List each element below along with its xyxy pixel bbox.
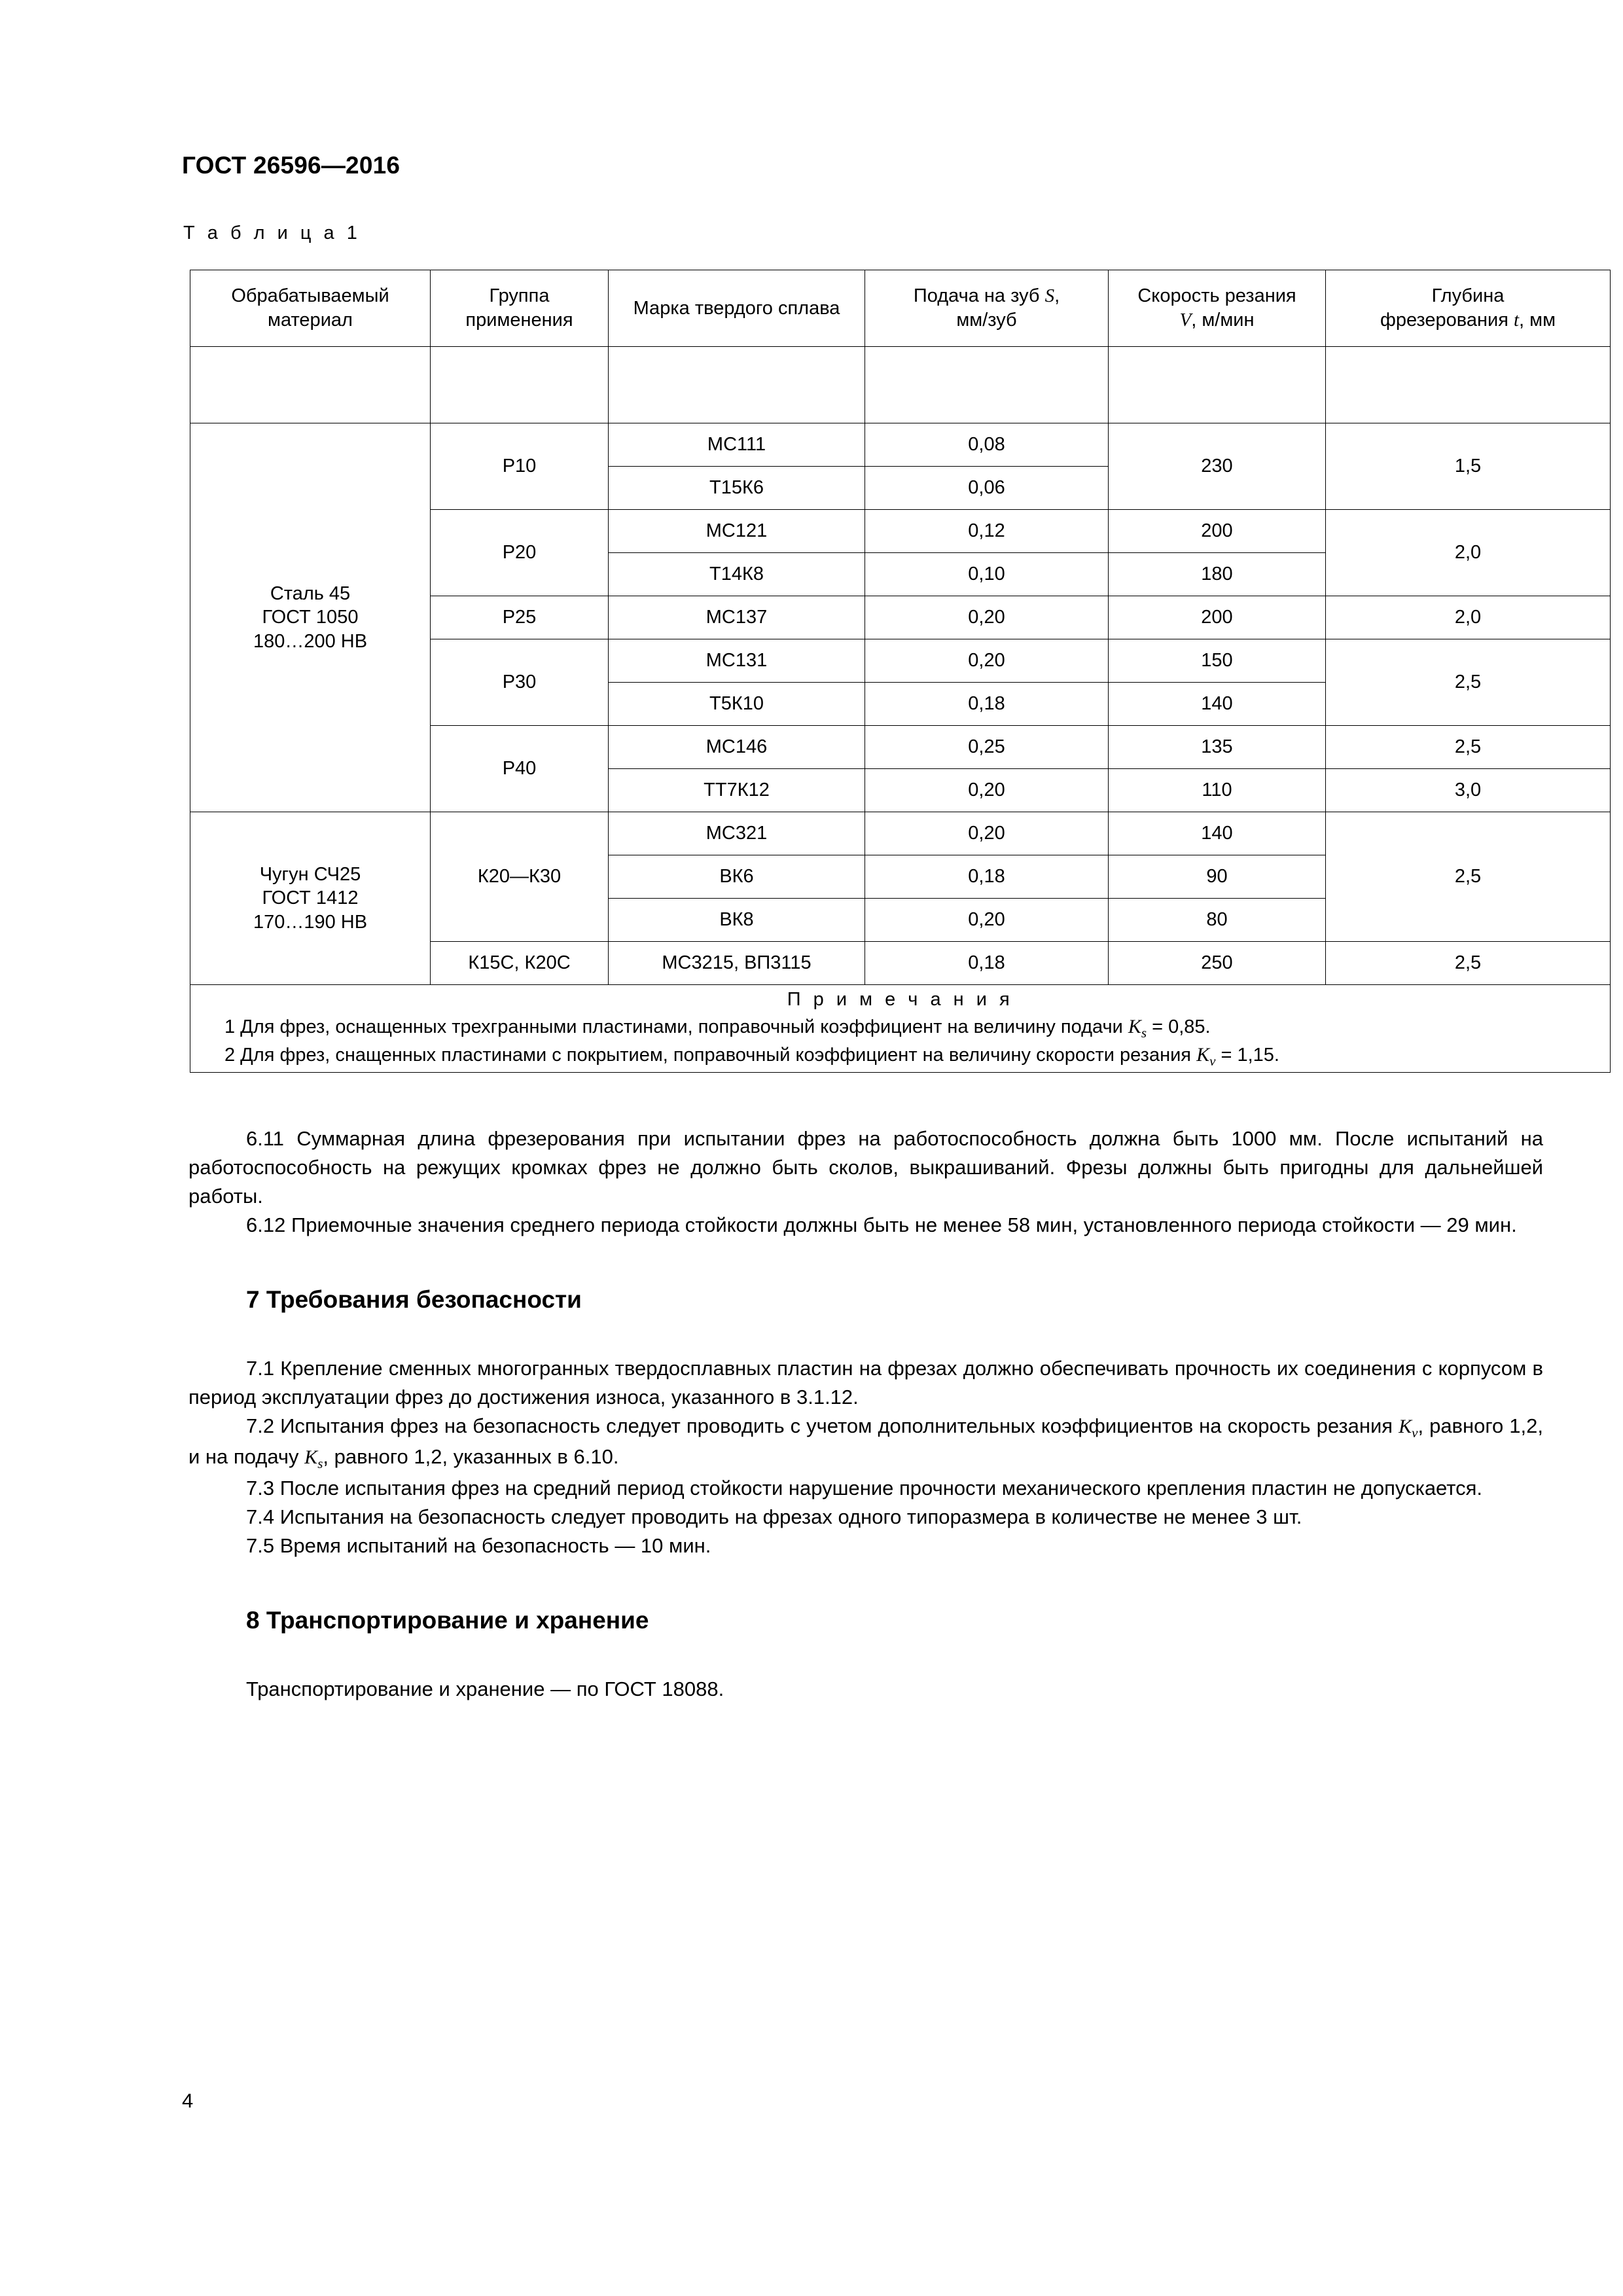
header-speed	[1109, 270, 1326, 347]
header-depth-line2: фрезерования	[1380, 310, 1508, 331]
paragraph-7-4: 7.4 Испытания на безопасность следует проводить на фрезах одного типоразмера в количестве не менее 3 шт.	[246, 1505, 1302, 1529]
header-speed-line2: , м/мин	[1191, 310, 1255, 331]
header-speed-line1: Скорость резания	[1137, 285, 1296, 307]
cell-group: Р10	[431, 423, 609, 510]
section-7-heading: 7 Требования безопасности	[246, 1286, 582, 1314]
rule-cell	[431, 347, 609, 423]
header-feed-symbol: S	[1044, 285, 1055, 307]
p72-k2: K	[304, 1446, 318, 1469]
cell-alloy: МС111	[609, 423, 865, 467]
rule-cell	[865, 347, 1109, 423]
cell-group: Р40	[431, 726, 609, 812]
note-text: 1 Для фрез, оснащенных трехгранными пластинами, поправочный коэффициент на величину подачи	[224, 1016, 1128, 1037]
paragraph-8-1: Транспортирование и хранение — по ГОСТ 18088.	[246, 1677, 724, 1700]
paragraph-7-2	[188, 1412, 1543, 1475]
header-feed-line1: Подача на зуб	[913, 285, 1040, 307]
running-head: ГОСТ 26596—2016	[182, 152, 401, 179]
cell-speed: 250	[1109, 942, 1326, 985]
table-header-row	[190, 270, 1611, 347]
paragraph-7-3: 7.3 После испытания фрез на средний период стойкости нарушение прочности механического крепления пластин не допускается.	[246, 1477, 1483, 1500]
section-8-heading: 8 Транспортирование и хранение	[246, 1607, 649, 1634]
note-formula-subscript: v	[1209, 1052, 1216, 1069]
p72-symbol-kv	[1399, 1415, 1418, 1441]
cell-feed: 0,20	[865, 596, 1109, 639]
cell-depth: 2,5	[1326, 639, 1611, 726]
header-feed	[865, 270, 1109, 347]
cell-alloy: ВК8	[609, 899, 865, 942]
spacer	[188, 1638, 1543, 1675]
cell-material	[190, 423, 431, 812]
paragraph-7-5: 7.5 Время испытаний на безопасность — 10 мин.	[246, 1534, 711, 1558]
cell-group: Р25	[431, 596, 609, 639]
spacer	[188, 1318, 1543, 1354]
cell-group: Р20	[431, 510, 609, 596]
paragraph-6-12: 6.12 Приемочные значения среднего периода стойкости должны быть не менее 58 мин, установленного периода стойкости — 29 мин.	[246, 1213, 1517, 1237]
page-number: 4	[182, 2089, 194, 2112]
cell-feed: 0,12	[865, 510, 1109, 553]
cell-speed: 80	[1109, 899, 1326, 942]
table-caption: Т а б л и ц а 1	[183, 223, 361, 243]
p72-part-c: , равного 1,2, указанных в 6.10.	[323, 1445, 619, 1469]
table-row	[190, 812, 1611, 855]
cell-speed: 110	[1109, 769, 1326, 812]
cell-depth: 1,5	[1326, 423, 1611, 510]
cell-speed: 150	[1109, 639, 1326, 683]
cell-speed: 200	[1109, 596, 1326, 639]
cell-alloy: ТТ7К12	[609, 769, 865, 812]
header-depth-tail: , мм	[1519, 310, 1556, 331]
cell-speed: 140	[1109, 683, 1326, 726]
table-row	[190, 423, 1611, 467]
cell-alloy: Т14К8	[609, 553, 865, 596]
table-header	[190, 270, 1611, 423]
cell-speed: 180	[1109, 553, 1326, 596]
paragraph-7-1: 7.1 Крепление сменных многогранных твердосплавных пластин на фрезах должно обеспечивать прочность их соединения с корпусом в период эксплуатации фрез до достижения износа, указанного в 3.1.12.	[188, 1356, 1543, 1408]
rule-cell	[1109, 347, 1326, 423]
body-text	[188, 1124, 1543, 1704]
note-item	[194, 1043, 1606, 1069]
p72-part-a: 7.2 Испытания фрез на безопасность следует проводить с учетом дополнительных коэффициентов на скорость резания	[246, 1414, 1399, 1437]
p72-part-b: , равного 1,2, и на подачу	[188, 1414, 1543, 1469]
p72-k1: K	[1399, 1415, 1412, 1437]
table-1	[190, 270, 1611, 1073]
header-feed-comma: ,	[1054, 285, 1060, 307]
p72-symbol-ks	[304, 1446, 323, 1472]
table-notes-row	[190, 985, 1611, 1073]
cell-speed: 135	[1109, 726, 1326, 769]
header-depth	[1326, 270, 1611, 347]
cell-alloy: Т5К10	[609, 683, 865, 726]
cell-feed: 0,06	[865, 467, 1109, 510]
cell-depth: 2,0	[1326, 596, 1611, 639]
cell-alloy: Т15К6	[609, 467, 865, 510]
material-line: 180…200 HB	[253, 630, 368, 652]
cell-feed: 0,10	[865, 553, 1109, 596]
header-depth-line1: Глубина	[1431, 285, 1505, 307]
cell-feed: 0,08	[865, 423, 1109, 467]
material-line: Чугун СЧ25	[259, 863, 361, 885]
cell-feed: 0,18	[865, 683, 1109, 726]
header-speed-symbol: V	[1179, 310, 1192, 331]
header-feed-line2: мм/зуб	[956, 310, 1017, 331]
cell-depth: 2,5	[1326, 726, 1611, 769]
table-body	[190, 423, 1611, 1073]
cell-feed: 0,20	[865, 769, 1109, 812]
note-text: 2 Для фрез, снащенных пластинами с покрытием, поправочный коэффициент на величину скорости резания	[224, 1044, 1197, 1066]
cell-group: Р30	[431, 639, 609, 726]
cell-feed: 0,25	[865, 726, 1109, 769]
cell-alloy: МС146	[609, 726, 865, 769]
note-formula-letter: K	[1128, 1015, 1141, 1037]
note-formula-symbol	[1196, 1043, 1216, 1069]
cell-speed: 140	[1109, 812, 1326, 855]
cell-depth: 3,0	[1326, 769, 1611, 812]
material-line: Сталь 45	[270, 583, 351, 604]
cell-alloy: МС321	[609, 812, 865, 855]
note-formula-symbol	[1128, 1015, 1147, 1041]
cell-alloy: МС131	[609, 639, 865, 683]
cell-group: К15С, К20С	[431, 942, 609, 985]
table-notes	[190, 985, 1611, 1073]
paragraph-6-11: 6.11 Суммарная длина фрезерования при испытании фрез на работоспособность должна быть 1000 мм. После испытаний на работоспособность на режущих кромках фрез не должно быть сколов, выкрашиваний. Фрезы должны быть пригодны для дальнейшей работы.	[188, 1127, 1543, 1208]
table-header-rule	[190, 347, 1611, 423]
spacer	[188, 1560, 1543, 1604]
cell-depth: 2,5	[1326, 942, 1611, 985]
p72-sub1: v	[1412, 1424, 1418, 1441]
cell-speed: 200	[1109, 510, 1326, 553]
header-depth-symbol: t	[1513, 310, 1520, 331]
cell-feed: 0,20	[865, 812, 1109, 855]
note-formula-letter: K	[1196, 1043, 1210, 1066]
cell-alloy: МС3215, ВП3115	[609, 942, 865, 985]
cell-alloy: МС137	[609, 596, 865, 639]
header-group: Группа применения	[431, 270, 609, 347]
note-formula-subscript: s	[1141, 1024, 1147, 1041]
notes-title: П р и м е ч а н и я	[787, 989, 1014, 1010]
cell-speed: 90	[1109, 855, 1326, 899]
p72-sub2: s	[317, 1456, 323, 1472]
cell-depth: 2,0	[1326, 510, 1611, 596]
cell-depth: 2,5	[1326, 812, 1611, 942]
cell-speed: 230	[1109, 423, 1326, 510]
rule-cell	[1326, 347, 1611, 423]
cell-feed: 0,18	[865, 942, 1109, 985]
material-line: ГОСТ 1050	[262, 607, 359, 628]
table-1-wrapper	[190, 270, 1556, 1073]
rule-cell	[609, 347, 865, 423]
spacer	[188, 1240, 1543, 1283]
cell-group: К20—К30	[431, 812, 609, 942]
note-formula-value: = 0,85.	[1147, 1016, 1211, 1037]
material-line: 170…190 HB	[253, 911, 368, 933]
cell-alloy: ВК6	[609, 855, 865, 899]
header-material: Обрабатываемый материал	[190, 270, 431, 347]
note-item	[194, 1014, 1606, 1041]
header-alloy: Марка твердого сплава	[609, 270, 865, 347]
cell-feed: 0,20	[865, 639, 1109, 683]
cell-feed: 0,20	[865, 899, 1109, 942]
note-formula-value: = 1,15.	[1215, 1044, 1279, 1066]
cell-material	[190, 812, 431, 985]
rule-cell	[190, 347, 431, 423]
material-line: ГОСТ 1412	[262, 888, 359, 909]
cell-feed: 0,18	[865, 855, 1109, 899]
cell-alloy: МС121	[609, 510, 865, 553]
